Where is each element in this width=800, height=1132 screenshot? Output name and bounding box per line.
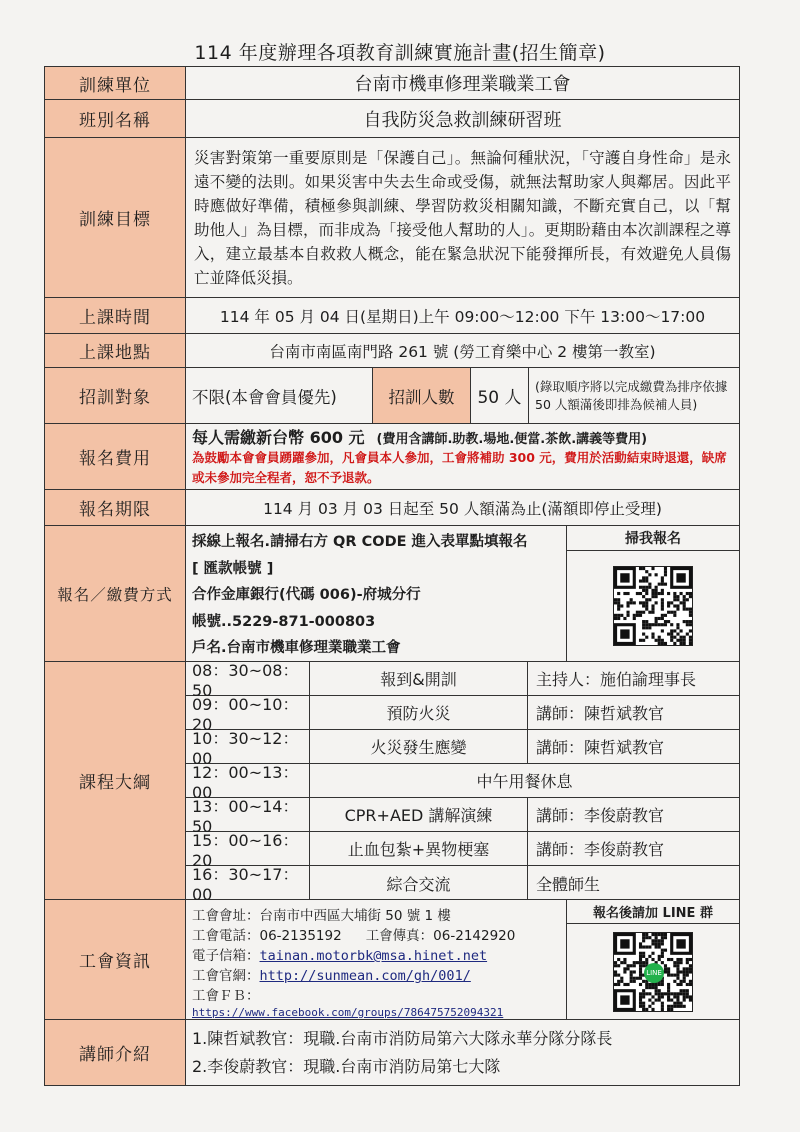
fee-main: 每人需繳新台幣 600 元 — [192, 428, 365, 447]
count-value: 50 人 — [471, 368, 529, 423]
row-union — [44, 900, 740, 1020]
payment-bank: 合作金庫銀行(代碼 006)-府城分行 — [192, 587, 421, 603]
lecturer-1: 1.陳哲斌教官：現職.台南市消防局第六大隊永華分隊分隊長 — [192, 1028, 613, 1048]
web-label: 工會官網： — [192, 968, 260, 984]
email-link[interactable]: tainan.motorbk@msa.hinet.net — [259, 948, 488, 964]
goal-text: 災害對策第一重要原則是「保護自己」。無論何種狀況，「守護自身性命」是永遠不變的法則。如果災害中失去生命或受傷，就無法幫助家人與鄰居。因此平時應做好準備，積極參與訓練、學習防救災相關知識，不斷充實自己，以「幫助他人」為目標，而非成為「接受他人幫助的人」。更期盼藉由本次訓課程之導入，建立最基本自救救人概念，能在緊急狀況下能發揮所長，有效避免人員傷亡並降低災損。 — [194, 148, 731, 287]
time-label: 上課時間 — [45, 298, 186, 333]
schedule-topic: CPR+AED 講解演練 — [310, 798, 528, 831]
row-place — [44, 334, 740, 368]
schedule-topic: 火災發生應變 — [310, 730, 528, 763]
count-note: (錄取順序將以完成繳費為排序依據 50 人額滿後即排為候補人員) — [535, 378, 728, 412]
union-address: 工會會址：台南市中西區大埔街 50 號 1 樓 — [192, 908, 451, 924]
payment-account: 帳號..5229-871-000803 — [192, 613, 376, 630]
page-title: 114 年度辦理各項教育訓練實施計畫(招生簡章) — [194, 42, 606, 64]
row-org — [44, 66, 740, 100]
target-label: 招訓對象 — [45, 368, 186, 423]
schedule-host: 講師：李俊蔚教官 — [536, 840, 665, 859]
row-lecturers — [44, 1020, 740, 1086]
deadline-label: 報名期限 — [45, 490, 186, 525]
schedule-time: 12：00~13：00 — [186, 764, 310, 797]
row-fee — [44, 424, 740, 490]
website-link[interactable]: http://sunmean.com/gh/001/ — [259, 968, 471, 984]
row-payment — [44, 526, 740, 662]
schedule-host: 講師：李俊蔚教官 — [536, 806, 665, 825]
schedule-topic: 預防火災 — [310, 696, 528, 729]
target-value: 不限(本會會員優先) — [186, 368, 373, 423]
facebook-link[interactable]: https://www.facebook.com/groups/786475752094321 — [192, 1006, 504, 1019]
schedule-topic: 綜合交流 — [310, 866, 528, 900]
union-fax: 工會傳真：06-2142920 — [365, 928, 516, 944]
place-value: 台南市南區南門路 261 號 (勞工育樂中心 2 樓第一教室) — [269, 342, 656, 361]
count-label: 招訓人數 — [373, 368, 471, 423]
fb-label: 工會ＦＢ： — [192, 988, 260, 1004]
fee-note: (費用含講師.助教.場地.便當.茶飲.講義等費用) — [376, 432, 648, 447]
union-phone: 工會電話：06-2135192 — [192, 928, 342, 944]
org-value: 台南市機車修理業職業工會 — [354, 74, 571, 95]
row-course — [44, 100, 740, 138]
course-value: 自我防災急救訓練研習班 — [363, 109, 562, 131]
schedule-table — [186, 660, 739, 904]
line-qr-caption: 報名後請加 LINE 群 — [567, 900, 739, 924]
row-deadline — [44, 490, 740, 526]
email-label: 電子信箱： — [192, 948, 260, 964]
schedule-time: 10：30~12：00 — [186, 730, 310, 763]
payment-remit-title: [ 匯款帳號 ] — [192, 560, 274, 577]
schedule-topic: 報到&開訓 — [310, 662, 528, 695]
line-group-qr-code[interactable] — [613, 932, 693, 1012]
info-table — [44, 66, 740, 1086]
signup-qr-code[interactable] — [613, 566, 693, 646]
org-label: 訓練單位 — [45, 67, 186, 99]
payment-holder: 戶名.台南市機車修理業職業工會 — [192, 640, 401, 656]
schedule-row — [186, 830, 739, 870]
row-schedule — [44, 660, 740, 904]
payment-label: 報名／繳費方式 — [45, 526, 186, 661]
union-label: 工會資訊 — [45, 900, 186, 1019]
schedule-time: 16：30~17：00 — [186, 866, 310, 900]
schedule-host: 全體師生 — [536, 874, 601, 894]
schedule-host: 講師：陳哲斌教官 — [536, 738, 665, 757]
goal-label: 訓練目標 — [45, 138, 186, 297]
lecturers-label: 講師介紹 — [45, 1020, 186, 1085]
schedule-label: 課程大綱 — [45, 662, 186, 899]
payment-online: 採線上報名.請掃右方 QR CODE 進入表單點填報名 — [192, 534, 528, 550]
schedule-topic: 止血包紮+異物梗塞 — [310, 832, 528, 865]
line-icon: LINE — [644, 963, 664, 983]
course-label: 班別名稱 — [45, 100, 186, 137]
schedule-row — [186, 865, 739, 904]
schedule-time: 15：00~16：20 — [186, 832, 310, 865]
schedule-time: 08：30~08：50 — [186, 662, 310, 695]
schedule-time: 13：00~14：50 — [186, 798, 310, 831]
place-label: 上課地點 — [45, 334, 186, 367]
schedule-time: 09：00~10：20 — [186, 696, 310, 729]
row-time — [44, 298, 740, 334]
fee-subsidy: 為鼓勵本會會員踴躍參加，凡會員本人參加，工會將補助 300 元，費用於活動結束時退還，缺席或未參加完全程者，恕不予退款。 — [192, 450, 727, 485]
deadline-value: 114 月 03 月 03 日起至 50 人額滿為止(滿額即停止受理) — [263, 499, 662, 518]
row-target — [44, 368, 740, 424]
fee-label: 報名費用 — [45, 424, 186, 489]
schedule-host: 主持人：施伯諭理事長 — [536, 670, 697, 689]
schedule-break: 中午用餐休息 — [476, 772, 573, 791]
time-value: 114 年 05 月 04 日(星期日)上午 09:00～12:00 下午 13:00～17:00 — [219, 307, 706, 326]
row-goal — [44, 138, 740, 298]
qr-caption: 掃我報名 — [567, 526, 739, 551]
lecturer-2: 2.李俊蔚教官：現職.台南市消防局第七大隊 — [192, 1056, 501, 1076]
schedule-host: 講師：陳哲斌教官 — [536, 704, 665, 723]
qr-pattern — [614, 567, 692, 645]
